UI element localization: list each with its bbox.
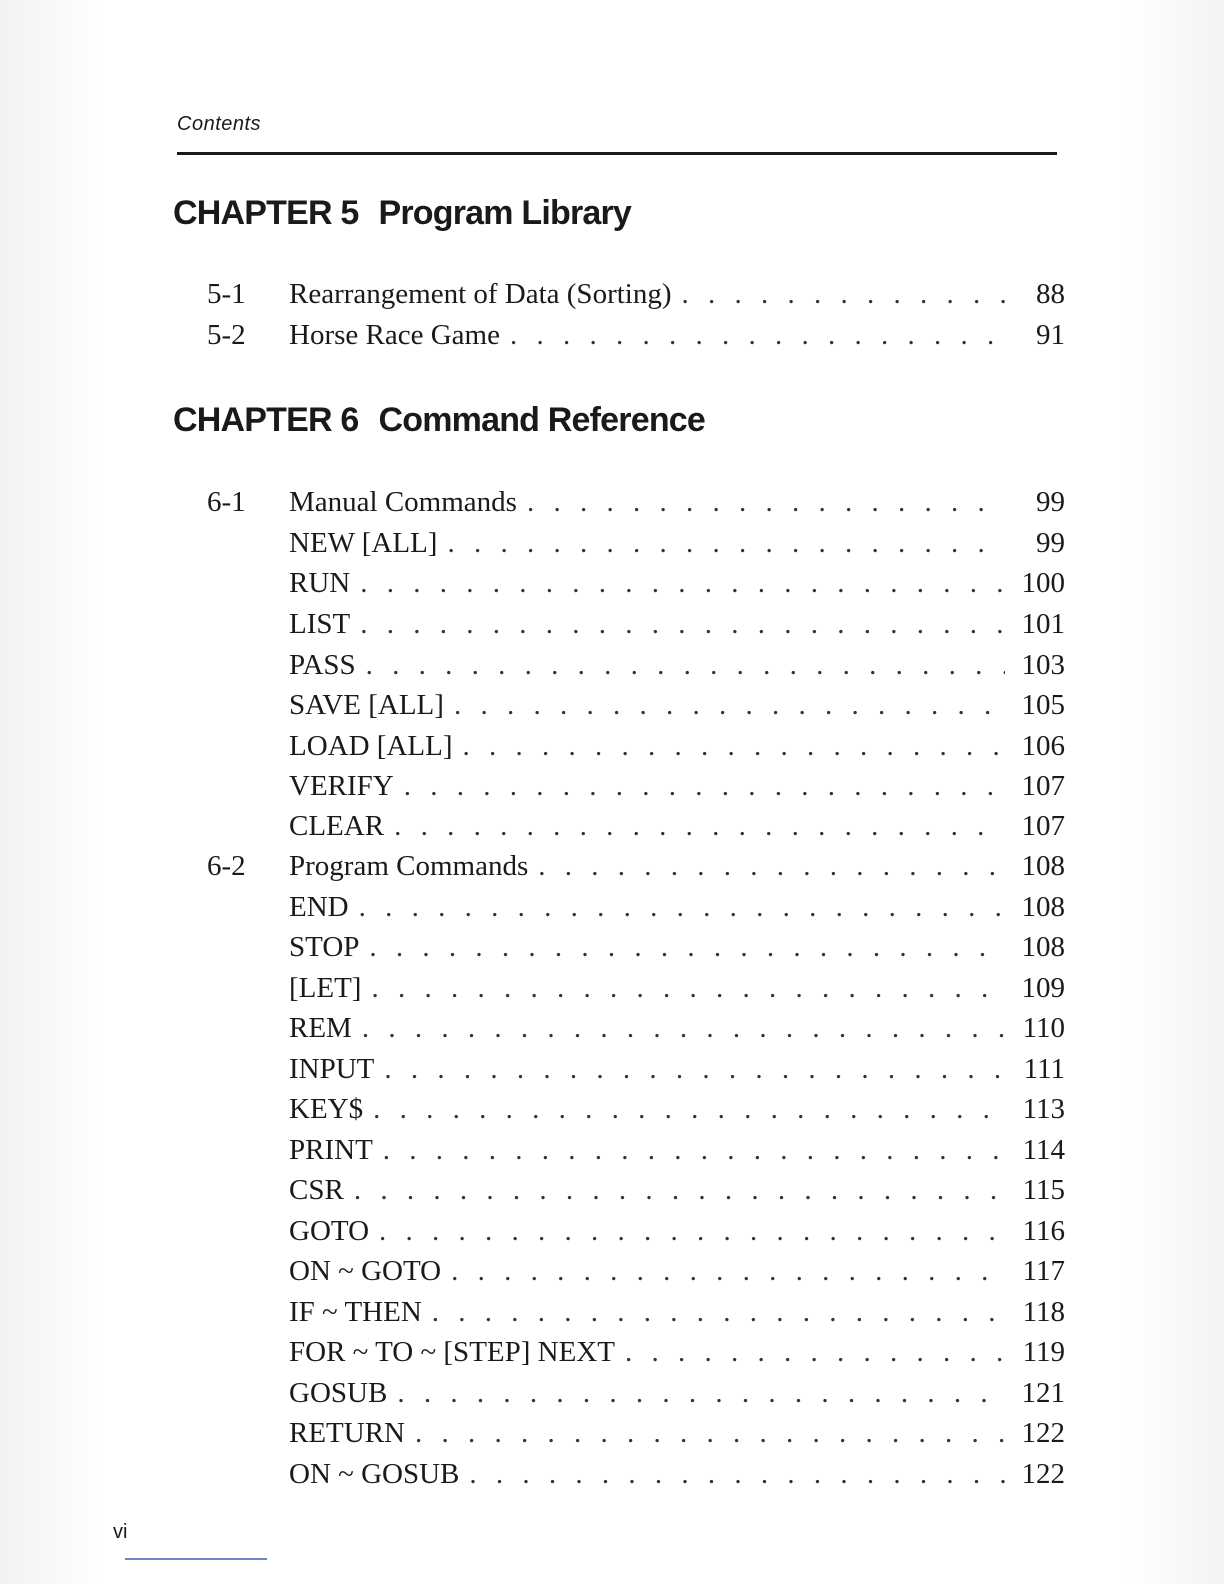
page-number: 122 [1021,1417,1065,1449]
toc-entry[interactable] [207,730,1065,766]
toc-entry[interactable] [207,1336,1065,1372]
toc-entry[interactable] [207,850,1065,886]
page-number: 121 [1021,1377,1065,1409]
toc-entry[interactable] [207,810,1065,846]
toc-entry[interactable] [207,972,1065,1008]
entry-title: FOR ~ TO ~ [STEP] NEXT [289,1336,625,1369]
entry-title: Manual Commands [289,486,527,519]
section-number: 5-1 [207,278,246,310]
section-number: 5-2 [207,319,246,351]
dot-leader [394,810,1005,843]
page-number: 105 [1021,689,1065,721]
toc-entry[interactable] [207,1134,1065,1170]
dot-leader [538,850,1005,883]
dot-leader [362,1012,1005,1045]
folio-page-number: vi [113,1521,128,1543]
page-number: 100 [1021,567,1065,599]
entry-title: Rearrangement of Data (Sorting) [289,278,682,311]
toc-entry[interactable] [207,1458,1065,1494]
dot-leader [379,1215,1005,1248]
footer-line [125,1558,267,1560]
dot-leader [371,972,1005,1005]
toc-entry[interactable] [207,319,1065,355]
page-number: 119 [1022,1336,1065,1368]
page-edge-shadow-left [0,0,100,1584]
dot-leader [469,1458,1005,1491]
dot-leader [359,891,1005,924]
page-number: 107 [1021,810,1065,842]
toc-entry[interactable] [207,1012,1065,1048]
entry-title: SAVE [ALL] [289,689,454,722]
entry-title: IF ~ THEN [289,1296,432,1329]
page-number: 99 [1036,527,1065,559]
toc-entry[interactable] [207,1053,1065,1089]
dot-leader [366,649,1005,682]
entry-title: RETURN [289,1417,415,1450]
entry-title: ON ~ GOTO [289,1255,451,1288]
entry-title: STOP [289,931,369,964]
toc-entry[interactable] [207,931,1065,967]
entry-title: INPUT [289,1053,384,1086]
page-number: 108 [1021,931,1065,963]
entry-title: ON ~ GOSUB [289,1458,469,1491]
chapter-number: CHAPTER 6 [173,401,359,439]
page-number: 91 [1036,319,1065,351]
page-number: 103 [1021,649,1065,681]
toc-entry[interactable] [207,1377,1065,1413]
dot-leader [527,486,1005,519]
entry-title: Horse Race Game [289,319,510,352]
entry-title: CLEAR [289,810,394,843]
page-number: 115 [1022,1174,1065,1206]
page-number: 110 [1022,1012,1065,1044]
toc-entry[interactable] [207,689,1065,725]
chapter-title: Command Reference [378,401,705,439]
dot-leader [510,319,1005,352]
dot-leader [447,527,1005,560]
dot-leader [354,1174,1005,1207]
toc-entry[interactable] [207,527,1065,563]
dot-leader [404,770,1005,803]
chapter-title: Program Library [378,194,632,232]
entry-title: PRINT [289,1134,383,1167]
toc-entry[interactable] [207,1093,1065,1129]
toc-entry[interactable] [207,1255,1065,1291]
section-number: 6-1 [207,486,246,518]
entry-title: Program Commands [289,850,538,883]
dot-leader [432,1296,1005,1329]
entry-title: END [289,891,359,924]
entry-title: KEY$ [289,1093,373,1126]
entry-title: GOSUB [289,1377,397,1410]
entry-title: GOTO [289,1215,379,1248]
entry-title: [LET] [289,972,371,1005]
toc-entry[interactable] [207,1417,1065,1453]
dot-leader [384,1053,1005,1086]
page-number: 114 [1022,1134,1065,1166]
page-number: 116 [1022,1215,1065,1247]
chapter-heading-6 [173,401,705,440]
toc-entry[interactable] [207,770,1065,806]
entry-title: VERIFY [289,770,404,803]
dot-leader [451,1255,1005,1288]
page-number: 106 [1021,730,1065,762]
dot-leader [462,730,1005,763]
toc-entry[interactable] [207,486,1065,522]
entry-title: NEW [ALL] [289,527,447,560]
page-number: 108 [1021,850,1065,882]
chapter-heading-5 [173,194,631,233]
page-number: 111 [1023,1053,1065,1085]
chapter-number: CHAPTER 5 [173,194,359,232]
toc-entry[interactable] [207,1174,1065,1210]
entry-title: RUN [289,567,360,600]
toc-entry[interactable] [207,649,1065,685]
dot-leader [397,1377,1005,1410]
page-number: 88 [1036,278,1065,310]
toc-entry[interactable] [207,1215,1065,1251]
dot-leader [415,1417,1005,1450]
section-number: 6-2 [207,850,246,882]
page-number: 117 [1022,1255,1065,1287]
entry-title: PASS [289,649,366,682]
dot-leader [625,1336,1005,1369]
dot-leader [682,278,1006,311]
dot-leader [360,608,1005,641]
entry-title: CSR [289,1174,354,1207]
running-head: Contents [177,113,262,135]
toc-entry[interactable] [207,1296,1065,1332]
dot-leader [373,1093,1005,1126]
dot-leader [383,1134,1005,1167]
toc-entry[interactable] [207,278,1065,314]
entry-title: LIST [289,608,360,641]
toc-entry[interactable] [207,567,1065,603]
dot-leader [454,689,1005,722]
page-number: 101 [1021,608,1065,640]
header-rule [177,152,1057,155]
page-number: 108 [1021,891,1065,923]
entry-title: LOAD [ALL] [289,730,462,763]
page-number: 113 [1022,1093,1065,1125]
page-number: 99 [1036,486,1065,518]
page-number: 109 [1021,972,1065,1004]
page-number: 122 [1021,1458,1065,1490]
dot-leader [369,931,1005,964]
page-edge-shadow-right [1124,0,1224,1584]
entry-title: REM [289,1012,362,1045]
toc-entry[interactable] [207,891,1065,927]
dot-leader [360,567,1005,600]
page-number: 107 [1021,770,1065,802]
toc-entry[interactable] [207,608,1065,644]
page-number: 118 [1022,1296,1065,1328]
